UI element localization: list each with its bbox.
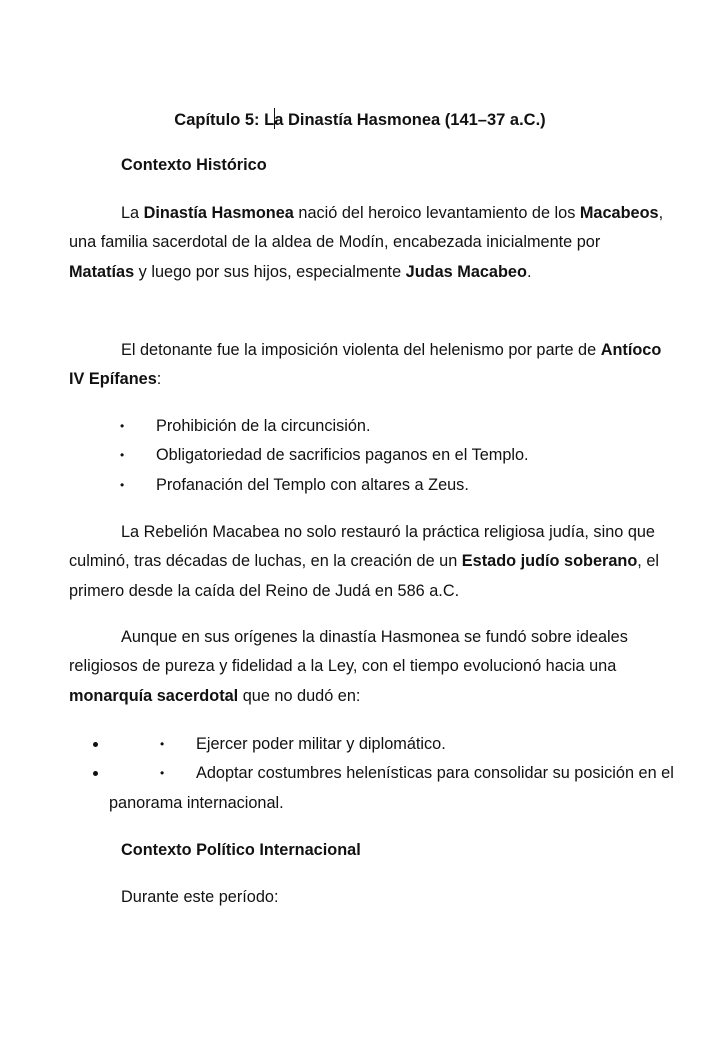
text-run: : — [156, 370, 162, 389]
bullet-icon: • — [120, 419, 125, 433]
bold-term: monarquía sacerdotal — [69, 686, 239, 705]
bold-term: Macabeos — [579, 204, 659, 222]
text-run: El detonante fue la imposición violenta del helenismo por parte de — [121, 341, 601, 359]
bold-term: Estado judío soberano — [461, 552, 638, 571]
title-text-end: a Dinastía Hasmonea (141–37 a.C.) — [274, 111, 546, 129]
list-item[interactable] — [69, 471, 664, 500]
list-item[interactable] — [69, 412, 664, 441]
bold-term: Antíoco IV Epífanes — [69, 341, 662, 389]
list-item-text: Obligatoriedad de sacrificios paganos en el Templo. — [156, 446, 529, 465]
bold-term: Judas Macabeo — [405, 262, 527, 281]
paragraph-period[interactable]: Durante este período: — [121, 888, 279, 906]
paragraph-origins[interactable] — [69, 199, 664, 287]
chapter-title[interactable] — [0, 106, 720, 134]
bullet-icon: • — [120, 448, 125, 463]
paragraph-rebellion[interactable] — [69, 518, 664, 606]
paragraph-trigger[interactable] — [69, 336, 664, 395]
bullet-list-actions — [69, 730, 704, 818]
text-run: nació del heroico levantamiento de los — [293, 204, 580, 222]
bullet-icon: • • — [160, 737, 165, 751]
bold-term: Matatías — [69, 262, 135, 281]
list-item-text: Ejercer poder militar y diplomático. — [196, 735, 446, 753]
list-item-text: Prohibición de la circuncisión. — [156, 417, 371, 435]
bullet-icon: • • — [160, 766, 165, 781]
title-text-start: Capítulo 5: L — [174, 111, 275, 129]
list-item[interactable] — [109, 730, 704, 759]
list-item[interactable] — [109, 759, 704, 818]
text-run: , el primero desde la caída del Reino de Judá en 586 a.C. — [69, 552, 660, 600]
text-run: que no dudó en: — [238, 686, 361, 705]
text-run: La Rebelión Macabea no solo restauró la práctica religiosa judía, sino que culminó, tras décadas de luchas, en la creación de un — [69, 523, 655, 571]
list-item[interactable] — [69, 441, 664, 470]
list-item-text: Profanación del Templo con altares a Zeus. — [156, 475, 469, 494]
section-heading-historical-context[interactable]: Contexto Histórico — [121, 156, 267, 174]
text-run: La — [121, 204, 144, 222]
bullet-list-impositions — [69, 412, 664, 500]
text-run: , una familia sacerdotal de la aldea de Modín, encabezada inicialmente por — [69, 204, 664, 252]
paragraph-evolution[interactable] — [69, 623, 664, 711]
text-run: . — [526, 262, 532, 281]
text-run: y luego por sus hijos, especialmente — [134, 262, 406, 281]
text-run: Aunque en sus orígenes la dinastía Hasmonea se fundó sobre ideales religiosos de pureza y fidelidad a la Ley, con el tiempo evolucionó hacia una — [69, 628, 628, 676]
bullet-icon: • — [120, 477, 125, 492]
list-item-text: Adoptar costumbres helenísticas para consolidar su posición en el panorama internacional. — [109, 764, 674, 812]
section-heading-international-politics[interactable]: Contexto Político Internacional — [121, 841, 361, 859]
bold-term: Dinastía Hasmonea — [143, 204, 294, 222]
